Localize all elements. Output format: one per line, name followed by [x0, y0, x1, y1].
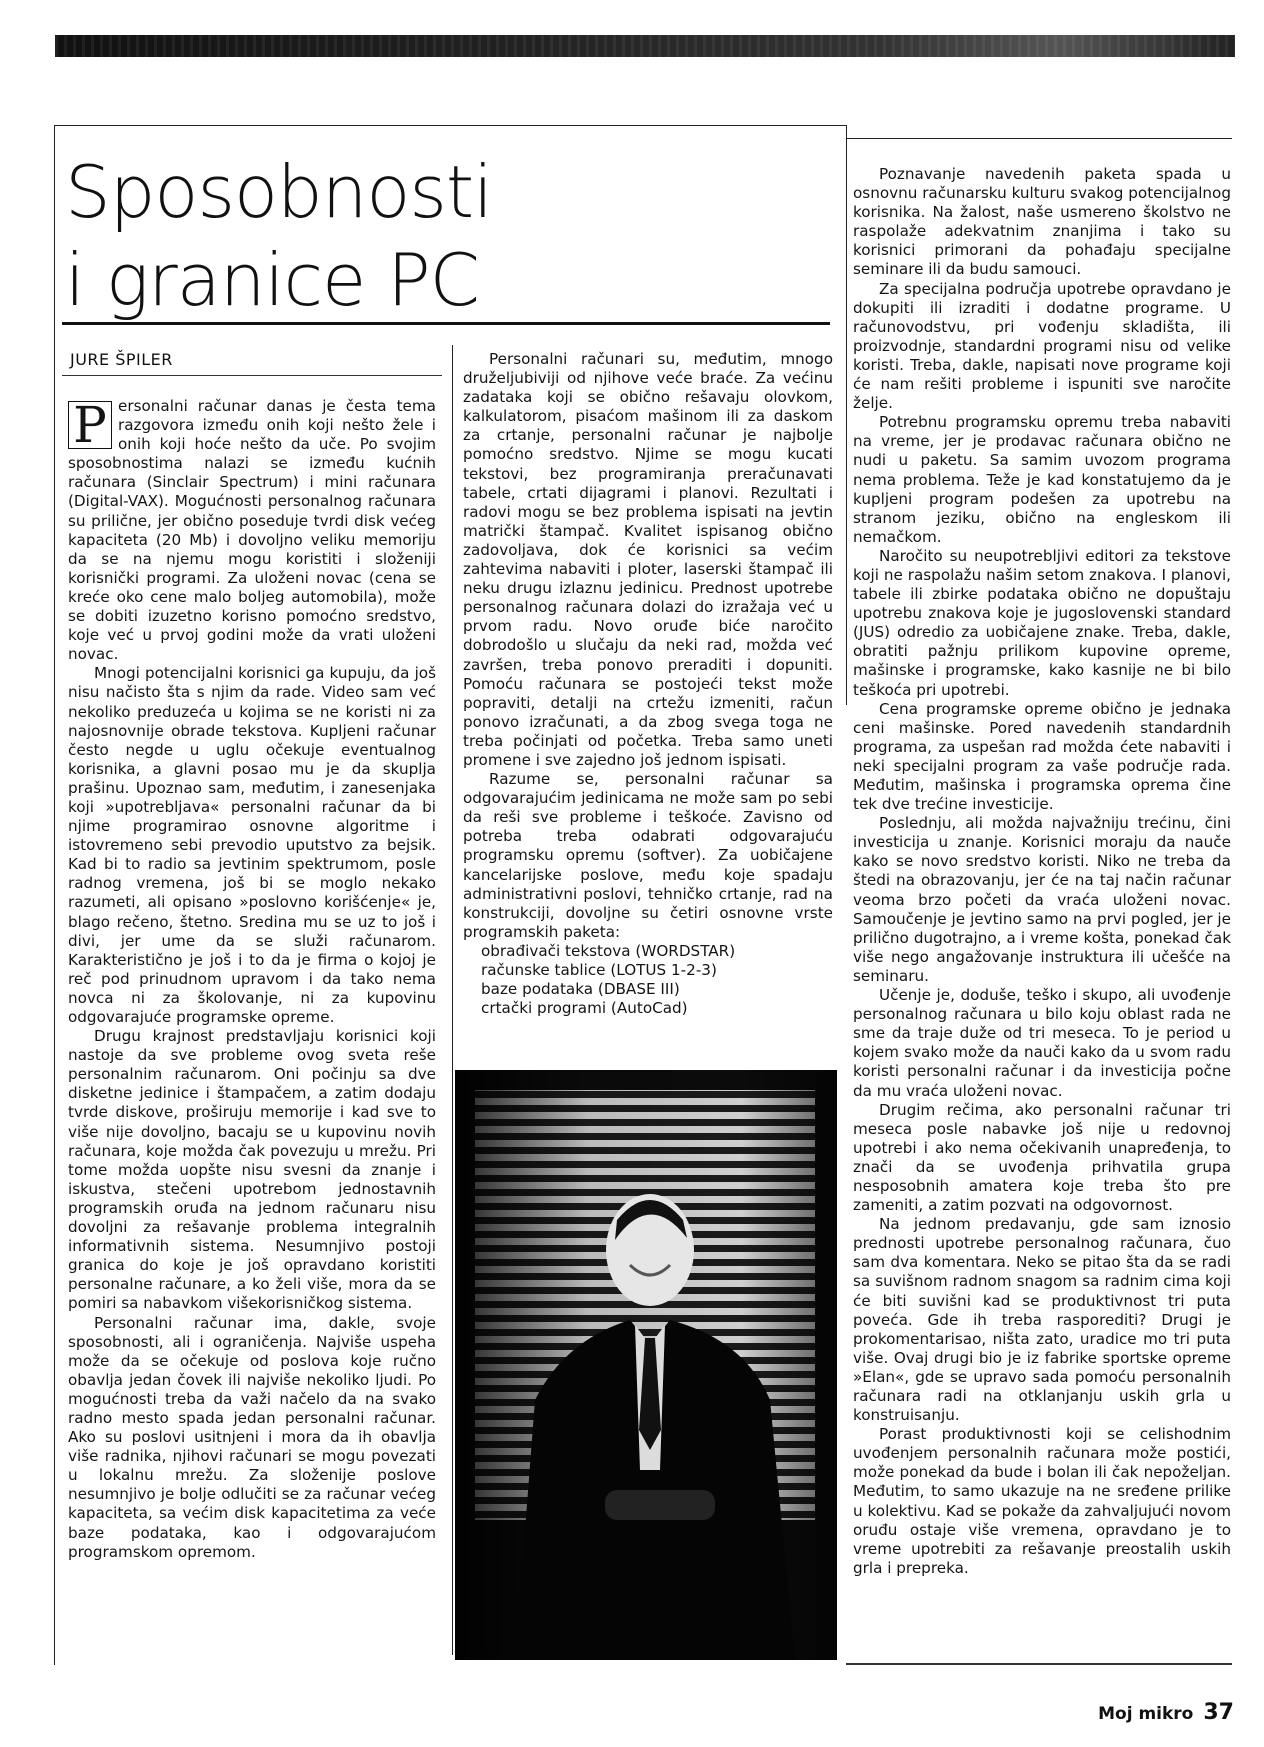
article-title: [65, 148, 825, 324]
decorative-top-bar: [55, 35, 1235, 57]
paragraph: Poznavanje navedenih paketa spada u osnovnu računarsku kulturu svakog potencijalnog korisnika. Na žalost, naše usmereno školstvo ne raspolaže adekvatnim znanjima i tako su korisnici primorani da pohađaju specijalne seminare ili da budu samouci.: [853, 165, 1231, 279]
list-item: obrađivači tekstova (WORDSTAR): [481, 941, 736, 960]
paragraph: Razume se, personalni računar sa odgovarajućim jedinicama ne može sam po sebi da reši sve probleme i teškoće. Zavisno od potreba treba odabrati odgovarajuću programsku opremu (softver). Za uobičajene kancelarijske poslove, među koje spadaju administrativni poslovi, tehničko crtanje, rad na konstrukciji, dovoljne su četiri osnovne vrste programskih paketa:: [463, 770, 833, 941]
title-line-2: i granice PC: [65, 238, 479, 322]
frame-bottom-rule: [846, 1663, 1232, 1665]
paragraph: Poslednju, ali možda najvažniju trećinu, čini investicija u znanje. Korisnici moraju da nauče kako se novo sredstvo koristi. Niko ne treba da štedi na obrazovanju, jer će na taj način računar veoma brzo početi da vraća uloženi novac. Samoučenje je jevtino samo na prvi pogled, jer je prilično dugotrajno, a i vreme košta, ponekad čak više nego angažovanje instruktura ili učešće na seminaru.: [853, 814, 1231, 985]
software-list: [463, 942, 833, 1018]
paragraph: Na jednom predavanju, gde sam iznosio prednosti upotrebe personalnog računara, čuo sam dva komentara. Neko se pitao šta da se radi sa suvišnom radnom snagom sa radnim cima koji će biti suvišni kad se produktivnost tri puta poveća. Gde ih treba rasporediti? Drugi je prokomentarisao, ništa zato, uradice mo tri puta više. Ovaj drugi bio je iz fabrike sportske opreme »Elan«, gde se upravo sada pomoću personalnih računara radi na otklanjanju uskih grla u konstruisanju.: [853, 1215, 1231, 1425]
column-divider: [452, 345, 453, 1655]
article-column-2: [463, 350, 833, 1018]
paragraph: P ersonalni računar danas je česta tema razgovora između onih koji nešto žele i onih koji hoće nešto da uče. Po svojim sposobnostima nalazi se između kućnih računara (Sinclair Spectrum) i mini računara (Digital-VAX). Mogućnosti personalnog računara su prilične, jer obično poseduje tvrdi disk većeg kapaciteta (20 Mb) i dovoljno veliku memoriju da se na njemu mogu koristiti i složeniji korisnički programi. Za uloženi novac (cena se kreće oko cene malo boljeg automobila), može se dobiti izuzetno korisno pomoćno sredstvo, koje već u prvoj godini može da vrati uloženi novac.: [68, 396, 436, 664]
list-item: crtački programi (AutoCad): [481, 999, 688, 1018]
paragraph: Porast produktivnosti koji se celishodnim uvođenjem personalnih računara može postići, može ponekad da bude i bolan ili čak nepoželjan. Međutim, to samo ukazuje na ne sređene prilike u kolektivu. Kad se pokaže da zahvaljujući novom oruđu ostaje više vremena, opravdano je to vreme upotrebiti za rešavanje preostalih uskih grla i prepreka.: [853, 1425, 1231, 1577]
column-divider-right: [846, 125, 847, 705]
page-footer: [1098, 1700, 1234, 1725]
article-column-3: [853, 165, 1231, 1578]
list-item: računske tablice (LOTUS 1-2-3): [481, 961, 717, 979]
paragraph: Potrebnu programsku opremu treba nabaviti na vreme, jer je prodavac računara obično ne nudi u paketu. Sa samim uvozom programa nema problema. Teže je kad konstatujemo da je kupljeni program podešen za upotrebu na stranom jeziku, obično na engleskom ili nemačkom.: [853, 413, 1231, 546]
drop-cap: P: [68, 401, 112, 449]
article-column-1: [68, 397, 436, 1562]
paragraph: Za specijalna područja upotrebe opravdano je dokupiti ili izraditi i dodatne programe. U računovodstvu, pri vođenju skladišta, ili proizvodnje, standardni programi nisu od velike koristi. Treba, dakle, napisati nove programe koji će nam rešiti probleme i ispuniti sve naročite želje.: [853, 279, 1231, 413]
author-byline: JURE ŠPILER: [70, 350, 173, 369]
frame-top-rule: [54, 125, 846, 126]
paragraph: Cena programske opreme obično je jednaka ceni mašinske. Pored navedenih standardnih programa, za uspešan rad možda ćete nabaviti i neki specijalni program za vaše područje rada. Međutim, mašinska i programska oprema čine tek dve trećine investicije.: [853, 699, 1231, 814]
magazine-name: Moj mikro: [1098, 1704, 1194, 1724]
paragraph: Personalni računar ima, dakle, svoje sposobnosti, ali i ograničenja. Najviše uspeha može da se očekuje od poslova koje ručno obavlja jedan čovek ili najviše nekoliko ljudi. Po mogućnosti treba da važi načelo da na svako radno mesto spada jedan personalni računar. Ako su poslovi usitnjeni i mora da ih obavlja više radnika, njihovi računari se mogu povezati u lokalnu mrežu. Za složenije poslove nesumnjivo je bolje odlučiti se za računar većeg kapaciteta, sa većim disk kapacitetima za veće baze podataka, kao i odgovarajućom programskom opremom.: [68, 1313, 436, 1561]
title-line-1: Sposobnosti: [65, 150, 493, 234]
author-photo: [455, 1070, 837, 1660]
list-item: baze podataka (DBASE III): [481, 980, 680, 999]
paragraph: Mnogi potencijalni korisnici ga kupuju, da još nisu načisto šta s njim da rade. Video sam već nekoliko preduzeća u kojima se ne koristi ni za najosnovnije obrade tekstova. Kupljeni računar često negde u uglu očekuje eventualnog korisnika, a glavni posao mu je da skuplja prašinu. Upoznao sam, međutim, i zanesenjaka koji »upotrebljava« personalni računar da bi njime programirao osnovne algoritme i istovremeno sebi prevodio uputstvo za bejsik. Kad bi to radio sa jevtinim spektrumom, posle radnog vremena, još bi se moglo nekako razumeti, ali opisano »poslovno korišćenje« je, blago rečeno, štetno. Sredina mu se uz to još i divi, jer ume da se služi računarom. Karakteristično je još i to da je firma o kojoj je reč pod prinudnom upravom i da tako nema novca ni za školovanje, ni za kupovinu odgovarajuće programske opreme.: [68, 664, 436, 1026]
author-rule: [62, 375, 442, 376]
paragraph: Drugu krajnost predstavljaju korisnici koji nastoje da sve probleme ovog sveta reše personalnim računarom. Oni počinju sa dve disketne jedinice i štampačem, a zatim dodaju tvrde diskove, proširuju memorije i kad sve to više nije dovoljno, bacaju se u kupovinu novih računara, koje možda čak povezuju u mrežu. Pri tome možda uopšte nisu svesni da znanje i iskustva, stečeni upotrebom jednostavnih programskih oruđa na jednom računaru nisu dovoljni za rešavanje problema integralnih informativnih sistema. Nesumnjivo postoji granica do koje je još opravdano koristiti personalne računare, a ko želi više, mora da se pomiri sa nabavkom višekorisničkog sistema.: [68, 1027, 436, 1313]
frame-left-rule: [54, 125, 55, 1665]
frame-top-rule-right: [846, 138, 1232, 139]
paragraph: Naročito su neupotrebljivi editori za tekstove koji ne raspolažu našim setom znakova. I planovi, tabele ili zbirke podataka obično ne dopuštaju upotrebu znakova koje je jugoslovenski standard (JUS) odredio za uobičajene znake. Treba, dakle, obratiti pažnju prilikom kupovine opreme, mašinske i programske, kako kasnije ne bi bilo teškoća pri upotrebi.: [853, 546, 1231, 699]
title-rule: [62, 322, 830, 325]
paragraph: Učenje je, doduše, teško i skupo, ali uvođenje personalnog računara u bilo koju oblast rada ne sme da traje duže od tri meseca. To je period u kojem svako može da nauči kako da u svom radu koristi personalni računar i da investicija počne da mu vraća uloženi novac.: [853, 986, 1231, 1100]
page-number: 37: [1203, 1700, 1234, 1725]
paragraph: Drugim rečima, ako personalni računar tri meseca posle nabavke još nije u redovnoj upotrebi i ako nema očekivanih unapređenja, to znači da se uvođenja prihvatila grupa nesposobnih amatera koje treba što pre zameniti, a zatim pozvati na odgovornost.: [853, 1100, 1231, 1215]
paragraph: Personalni računari su, međutim, mnogo druželjubiviji od njihove veće braće. Za većinu zadataka koji se obično rešavaju olovkom, kalkulatorom, pisaćom mašinom ili za daskom za crtanje, personalni računar je najbolje pomoćno sredstvo. Njime se mogu kucati tekstovi, bez programiranja preračunavati tabele, crtati dijagrami i planovi. Rezultati i radovi mogu se bez problema ispisati na jevtin matrički štampač. Kvalitet ispisanog obično zadovoljava, dok će korisnici sa većim zahtevima nabaviti i ploter, laserski štampač ili neku drugu izlaznu jedinicu. Prednost upotrebe personalnog računara dolazi do izražaja već u prvom radu. Novo oruđe biće naročito dobrodošlo u slučaju da neki rad, možda već završen, treba ponovo preraditi i dopuniti. Pomoću računara se postojeći tekst može popraviti, detalji na crtežu izmeniti, račun ponovo izračunati, a da zbog svega toga ne treba počinjati od početka. Treba samo uneti promene i sve zajedno još jednom ispisati.: [463, 350, 833, 769]
